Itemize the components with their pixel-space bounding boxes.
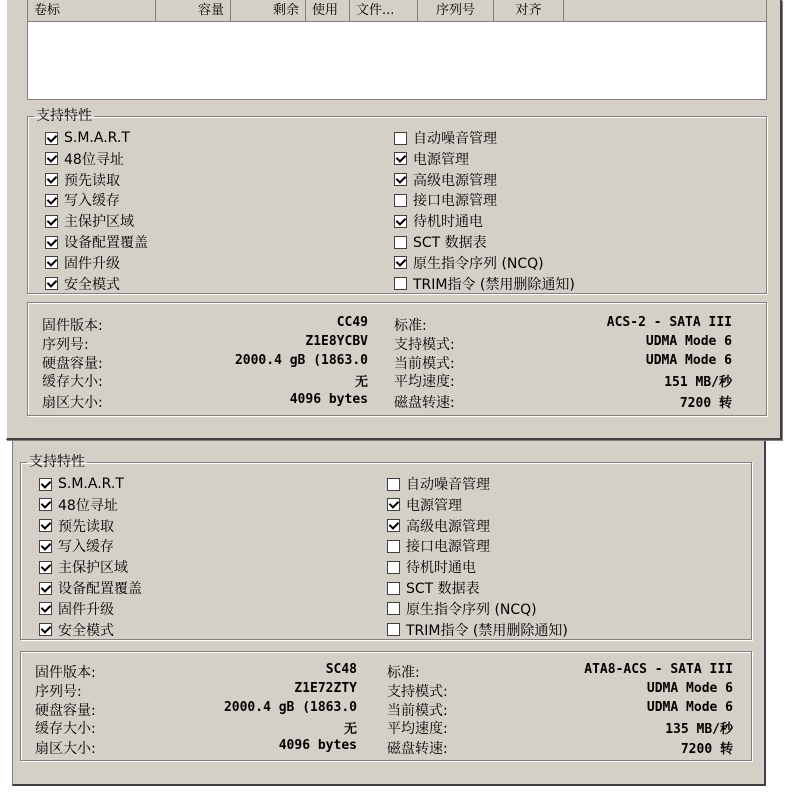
checkbox[interactable] <box>387 540 400 553</box>
checkbox[interactable] <box>387 519 400 532</box>
cache-value: 无 <box>354 375 368 390</box>
checkbox[interactable] <box>387 602 400 615</box>
standard-value: ATA8-ACS - SATA III <box>584 662 733 677</box>
standard-label: 标准: <box>394 318 427 334</box>
checkbox[interactable] <box>45 236 58 249</box>
column-header-filesystem[interactable]: 文件... <box>350 0 418 21</box>
feature-checkbox-item[interactable] <box>39 536 114 556</box>
column-header-capacity[interactable]: 容量 <box>156 0 231 21</box>
cache-label: 缓存大小: <box>35 721 96 737</box>
feature-checkbox-item[interactable] <box>387 474 490 494</box>
feature-checkbox-item[interactable] <box>387 557 476 577</box>
serial-label: 序列号: <box>42 337 89 353</box>
feature-checkbox-item[interactable] <box>45 253 120 273</box>
checkbox[interactable] <box>39 623 52 636</box>
checkbox[interactable] <box>39 582 52 595</box>
avg-speed-label: 平均速度: <box>394 374 455 390</box>
checkbox[interactable] <box>394 132 407 145</box>
feature-checkbox-item[interactable] <box>39 557 128 577</box>
feature-checkbox-item[interactable] <box>39 578 142 598</box>
feature-label: 写入缓存 <box>64 193 120 210</box>
checkbox[interactable] <box>394 152 407 165</box>
feature-label: 原生指令序列 (NCQ) <box>406 601 537 618</box>
checkbox[interactable] <box>45 215 58 228</box>
checkbox[interactable] <box>394 236 407 249</box>
checkbox[interactable] <box>39 561 52 574</box>
feature-checkbox-item[interactable] <box>39 474 124 494</box>
feature-label: 预先读取 <box>64 172 120 189</box>
standard-label: 标准: <box>387 665 420 681</box>
checkbox[interactable] <box>45 152 58 165</box>
feature-label: 原生指令序列 (NCQ) <box>413 255 544 272</box>
feature-label: TRIM指令 (禁用删除通知) <box>413 276 575 293</box>
rpm-value: 7200 转 <box>679 396 732 411</box>
column-header-label[interactable]: 卷标 <box>28 0 156 21</box>
feature-checkbox-item[interactable] <box>39 620 114 640</box>
feature-checkbox-item[interactable] <box>387 536 490 556</box>
firmware-value: CC49 <box>336 315 368 330</box>
drive2-features-title: 支持特性 <box>29 454 85 470</box>
cache-value: 无 <box>343 722 357 737</box>
checkbox[interactable] <box>387 582 400 595</box>
checkbox[interactable] <box>39 602 52 615</box>
serial-value: Z1E8YCBV <box>305 334 368 349</box>
checkbox[interactable] <box>387 498 400 511</box>
feature-checkbox-item[interactable] <box>39 599 114 619</box>
rpm-value: 7200 转 <box>680 742 733 757</box>
sector-value: 4096 bytes <box>278 738 357 753</box>
feature-label: SCT 数据表 <box>406 581 480 597</box>
avg-speed-value: 151 MB/秒 <box>664 375 732 390</box>
serial-value: Z1E72ZTY <box>294 681 357 696</box>
feature-label: 高级电源管理 <box>406 518 490 535</box>
feature-label: 设备配置覆盖 <box>64 235 148 251</box>
checkbox[interactable] <box>387 561 400 574</box>
feature-label: 待机时通电 <box>413 214 483 231</box>
feature-checkbox-item[interactable] <box>394 232 487 252</box>
feature-label: 待机时通电 <box>406 560 476 577</box>
checkbox[interactable] <box>39 519 52 532</box>
feature-label: 48位寻址 <box>58 497 118 514</box>
current-mode-value: UDMA Mode 6 <box>645 353 732 368</box>
column-header-alignment[interactable]: 对齐 <box>494 0 564 21</box>
current-mode-label: 当前模式: <box>387 703 448 719</box>
supported-mode-value: UDMA Mode 6 <box>646 681 733 696</box>
feature-label: 电源管理 <box>406 497 462 514</box>
rpm-label: 磁盘转速: <box>387 741 448 757</box>
current-mode-label: 当前模式: <box>394 356 455 372</box>
feature-checkbox-item[interactable] <box>387 620 568 640</box>
drive1-features-title: 支持特性 <box>36 108 92 124</box>
checkbox[interactable] <box>394 277 407 290</box>
feature-label: S.M.A.R.T <box>64 130 130 146</box>
checkbox[interactable] <box>394 173 407 186</box>
avg-speed-value: 135 MB/秒 <box>665 722 733 737</box>
firmware-label: 固件版本: <box>42 318 103 334</box>
feature-checkbox-item[interactable] <box>394 170 497 190</box>
checkbox[interactable] <box>45 256 58 269</box>
volume-list[interactable] <box>27 0 767 100</box>
supported-mode-label: 支持模式: <box>394 337 455 353</box>
feature-label: S.M.A.R.T <box>58 476 124 492</box>
feature-checkbox-item[interactable] <box>45 149 124 169</box>
feature-checkbox-item[interactable] <box>45 211 134 231</box>
feature-label: TRIM指令 (禁用删除通知) <box>406 622 568 639</box>
firmware-value: SC48 <box>325 662 357 677</box>
drive1-window <box>6 0 782 440</box>
feature-label: 安全模式 <box>58 622 114 639</box>
column-header-free[interactable]: 剩余 <box>231 0 306 21</box>
checkbox[interactable] <box>387 623 400 636</box>
checkbox[interactable] <box>45 173 58 186</box>
capacity-value: 2000.4 gB (1863.0 <box>234 353 368 368</box>
cache-label: 缓存大小: <box>42 374 103 390</box>
feature-label: 预先读取 <box>58 518 114 535</box>
firmware-label: 固件版本: <box>35 665 96 681</box>
feature-label: 高级电源管理 <box>413 172 497 189</box>
capacity-label: 硬盘容量: <box>35 703 96 719</box>
feature-checkbox-item[interactable] <box>39 495 118 515</box>
checkbox[interactable] <box>394 194 407 207</box>
feature-checkbox-item[interactable] <box>39 516 114 536</box>
sector-label: 扇区大小: <box>42 395 103 411</box>
feature-label: 48位寻址 <box>64 151 124 168</box>
feature-checkbox-item[interactable] <box>387 495 462 515</box>
supported-mode-value: UDMA Mode 6 <box>645 334 732 349</box>
checkbox[interactable] <box>45 277 58 290</box>
capacity-label: 硬盘容量: <box>42 356 103 372</box>
checkbox[interactable] <box>394 256 407 269</box>
rpm-label: 磁盘转速: <box>394 395 455 411</box>
feature-label: 安全模式 <box>64 276 120 293</box>
feature-label: 自动噪音管理 <box>413 131 497 147</box>
feature-label: 接口电源管理 <box>413 193 497 210</box>
feature-label: SCT 数据表 <box>413 235 487 251</box>
drive2-features-group <box>20 454 752 640</box>
feature-checkbox-item[interactable] <box>394 190 497 210</box>
feature-checkbox-item[interactable] <box>45 274 120 294</box>
volume-list-header <box>28 0 766 22</box>
avg-speed-label: 平均速度: <box>387 721 448 737</box>
supported-mode-label: 支持模式: <box>387 684 448 700</box>
drive1-features-group <box>27 108 767 294</box>
serial-label: 序列号: <box>35 684 82 700</box>
feature-label: 电源管理 <box>413 151 469 168</box>
feature-checkbox-item[interactable] <box>387 599 537 619</box>
sector-label: 扇区大小: <box>35 741 96 757</box>
feature-checkbox-item[interactable] <box>45 170 120 190</box>
feature-checkbox-item[interactable] <box>394 128 497 148</box>
feature-label: 主保护区域 <box>58 560 128 577</box>
feature-checkbox-item[interactable] <box>394 274 575 294</box>
column-header-serial[interactable]: 序列号 <box>418 0 494 21</box>
current-mode-value: UDMA Mode 6 <box>646 700 733 715</box>
feature-checkbox-item[interactable] <box>394 211 483 231</box>
drive1-info-panel <box>27 302 767 416</box>
feature-checkbox-item[interactable] <box>45 190 120 210</box>
feature-checkbox-item[interactable] <box>45 128 130 148</box>
feature-label: 写入缓存 <box>58 539 114 556</box>
feature-label: 自动噪音管理 <box>406 477 490 493</box>
feature-checkbox-item[interactable] <box>45 232 148 252</box>
checkbox[interactable] <box>394 215 407 228</box>
standard-value: ACS-2 - SATA III <box>606 315 732 330</box>
feature-label: 设备配置覆盖 <box>58 581 142 597</box>
feature-checkbox-item[interactable] <box>394 149 469 169</box>
feature-label: 主保护区域 <box>64 214 134 231</box>
checkbox[interactable] <box>387 478 400 491</box>
checkbox[interactable] <box>39 498 52 511</box>
checkbox[interactable] <box>45 132 58 145</box>
feature-label: 固件升级 <box>58 601 114 618</box>
column-header-used[interactable]: 使用 <box>306 0 350 21</box>
feature-checkbox-item[interactable] <box>387 516 490 536</box>
feature-checkbox-item[interactable] <box>394 253 544 273</box>
capacity-value: 2000.4 gB (1863.0 <box>223 700 357 715</box>
checkbox[interactable] <box>39 478 52 491</box>
drive2-window <box>12 436 766 786</box>
feature-checkbox-item[interactable] <box>387 578 480 598</box>
feature-label: 接口电源管理 <box>406 539 490 556</box>
sector-value: 4096 bytes <box>289 392 368 407</box>
checkbox[interactable] <box>45 194 58 207</box>
checkbox[interactable] <box>39 540 52 553</box>
drive2-info-panel <box>20 651 752 761</box>
feature-label: 固件升级 <box>64 255 120 272</box>
